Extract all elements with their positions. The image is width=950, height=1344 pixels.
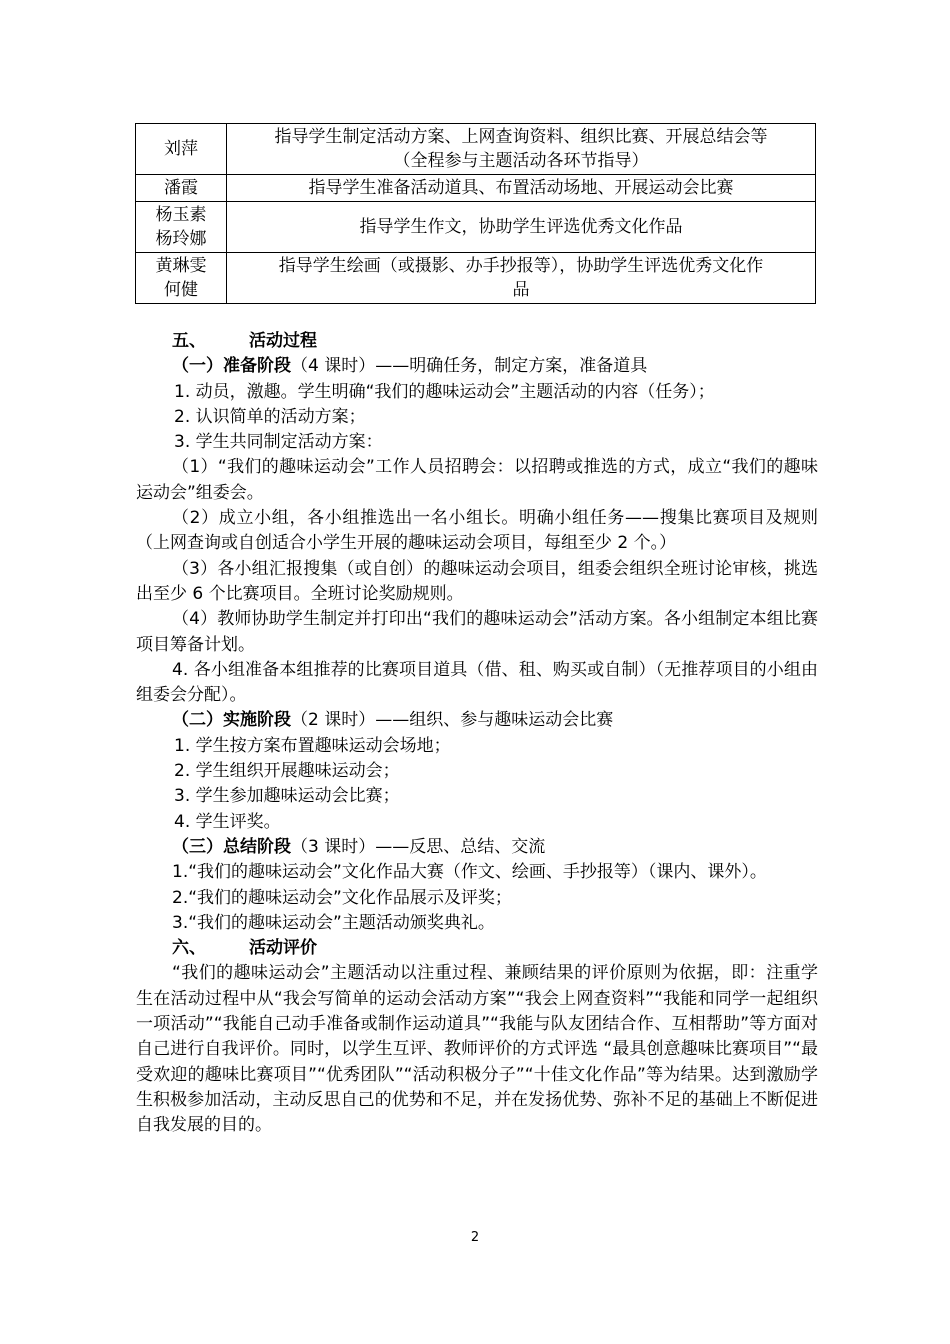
duty-cell [227,124,816,175]
list-item: 1.“我们的趣味运动会”文化作品大赛（作文、绘画、手抄报等）（课内、课外）。 [172,862,767,883]
stage-label: （三） [172,836,223,857]
duty-text: 指导学生准备活动道具、布置活动场地、开展运动会比赛 [308,178,734,198]
list-item: 2. 认识简单的活动方案； [174,406,366,427]
stage-name: 总结阶段 [223,836,291,857]
duty-text: 品 [512,280,530,300]
teacher-name-cell [136,124,227,175]
stage-heading-summary [136,835,818,860]
table-row [136,202,816,253]
duty-text: 指导学生作文，协助学生评选优秀文化作品 [359,217,683,237]
section-heading-evaluation [136,936,818,961]
stage-heading-prepare [136,354,818,379]
list-item: 3. 学生共同制定活动方案： [174,432,383,453]
teacher-name: 刘萍 [164,139,198,159]
table-row [136,124,816,175]
stage-detail: （2 课时）——组织、参与趣味运动会比赛 [291,710,614,731]
section-title: 活动评价 [249,938,317,959]
list-item: 3.“我们的趣味运动会”主题活动颁奖典礼。 [172,912,495,933]
page-number: 2 [470,1230,480,1245]
stage-name: 实施阶段 [223,710,291,731]
stage-label: （二） [172,710,223,731]
list-item: 4. 各小组准备本组推荐的比赛项目道具（借、租、购买或自制）（无推荐项目的小组由组委会分配）。 [136,659,818,706]
stage-heading-implement [136,708,818,733]
evaluation-paragraph: “我们的趣味运动会”主题活动以注重过程、兼顾结果的评价原则为依据，即：注重学生在活动过程中从“我会写简单的运动会活动方案”“我会上网查资料”“我能和同学一起组织一项活动”“我能自己动手准备或制作运动道具”“我能与队友团结合作、互相帮助”等方面对自己进行自我评价。同时，以学生互评、教师评价的方式评选 “最具创意趣味比赛项目”“最受欢迎的趣味比赛项目”“优秀团队”“活动积极分子”“十佳文化作品”等为结果。达到激励学生积极参加活动，主动反思自己的优势和不足，并在发扬优势、弥补不足的基础上不断促进自我发展的目的。 [136,963,818,1136]
duty-text: 指导学生绘画（或摄影、办手抄报等），协助学生评选优秀文化作 [278,256,764,276]
list-item: 2. 学生组织开展趣味运动会； [174,761,400,782]
list-item: 2.“我们的趣味运动会”文化作品展示及评奖； [172,887,512,908]
teacher-name: 何健 [164,280,198,300]
duty-cell [227,202,816,253]
teacher-name-cell [136,202,227,253]
section-heading-process [136,329,818,354]
stage-label: （一） [172,356,223,377]
list-item: 1. 学生按方案布置趣味运动会场地； [174,735,451,756]
section-number: 五、 [172,331,206,351]
staff-duty-table [135,123,816,304]
sub-item: （4）教师协助学生制定并打印出“我们的趣味运动会”活动方案。各小组制定本组比赛项目筹备计划。 [136,609,818,655]
table-row [136,175,816,202]
list-item: 3. 学生参加趣味运动会比赛； [174,786,400,807]
duty-text: （全程参与主题活动各环节指导） [393,151,649,171]
teacher-name-cell [136,175,227,202]
table-row [136,253,816,304]
sub-item: （2）成立小组，各小组推选出一名小组长。明确小组任务——搜集比赛项目及规则（上网查询或自创适合小学生开展的趣味运动会项目，每组至少 2 个。） [136,508,818,554]
teacher-name: 潘霞 [164,178,198,198]
stage-name: 准备阶段 [223,356,291,377]
list-item: 1. 动员，激趣。学生明确“我们的趣味运动会”主题活动的内容（任务）； [174,381,715,402]
list-item: 4. 学生评奖。 [174,811,281,832]
teacher-name: 杨玲娜 [155,229,207,249]
teacher-name: 杨玉素 [155,205,207,225]
duty-text: 指导学生制定活动方案、上网查询资料、组织比赛、开展总结会等 [274,127,768,147]
section-title: 活动过程 [249,331,317,351]
stage-detail: （4 课时）——明确任务，制定方案，准备道具 [291,356,648,377]
document-body [136,329,818,1139]
teacher-name: 黄琳雯 [155,256,207,276]
sub-item: （3）各小组汇报搜集（或自创）的趣味运动会项目，组委会组织全班讨论审核，挑选出至少 6 个比赛项目。全班讨论奖励规则。 [136,558,818,604]
stage-detail: （3 课时）——反思、总结、交流 [291,836,546,857]
section-number: 六、 [172,938,206,959]
sub-item: （1）“我们的趣味运动会”工作人员招聘会：以招聘或推选的方式，成立“我们的趣味运动会”组委会。 [136,457,818,503]
duty-cell [227,175,816,202]
teacher-name-cell [136,253,227,304]
duty-cell [227,253,816,304]
